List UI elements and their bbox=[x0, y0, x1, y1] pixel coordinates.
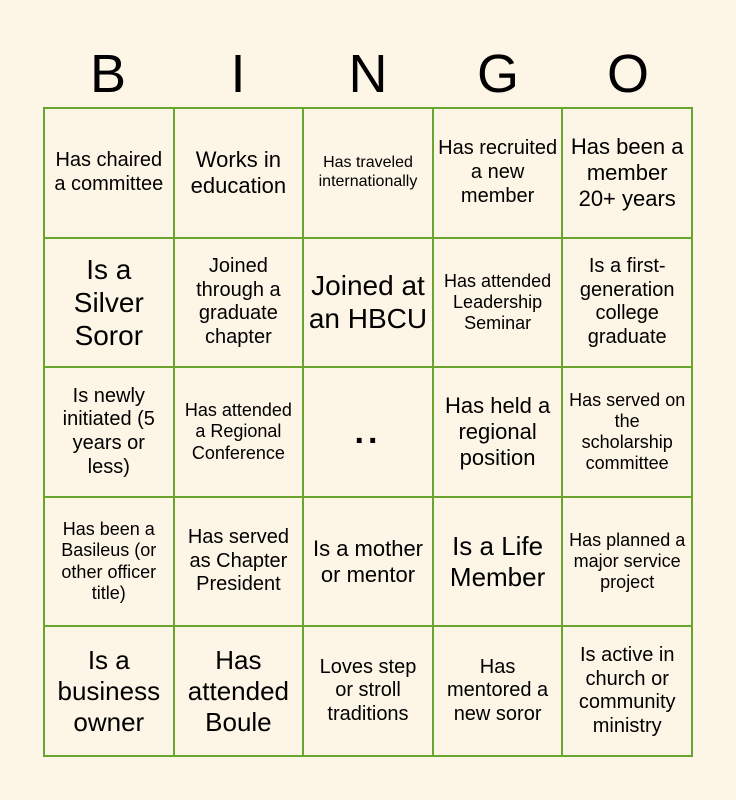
cell-text: Works in education bbox=[190, 146, 287, 198]
cell-text: Has been a member 20+ years bbox=[570, 133, 684, 211]
bingo-cell[interactable] bbox=[563, 239, 693, 369]
cell-text: Is a first-generation college graduate bbox=[579, 255, 675, 348]
free-space-mark: .. bbox=[354, 412, 382, 451]
header-letter-b: B bbox=[89, 44, 127, 104]
cell-text: Is newly initiated (5 years or less) bbox=[62, 384, 155, 478]
cell-text: Is a mother or mentor bbox=[312, 535, 424, 587]
cell-text: Has traveled internationally bbox=[318, 153, 418, 190]
bingo-cell[interactable] bbox=[45, 368, 175, 498]
bingo-cell[interactable] bbox=[563, 368, 693, 498]
bingo-cell[interactable] bbox=[304, 498, 434, 628]
bingo-cell[interactable] bbox=[304, 109, 434, 239]
cell-text: Is active in church or community ministry bbox=[578, 644, 676, 737]
cell-text: Has planned a major service project bbox=[569, 529, 686, 593]
cell-text: Loves step or stroll traditions bbox=[319, 655, 417, 725]
bingo-cell[interactable] bbox=[175, 109, 305, 239]
bingo-cell[interactable] bbox=[45, 627, 175, 757]
bingo-cell[interactable] bbox=[175, 498, 305, 628]
cell-text: Has recruited a new member bbox=[438, 137, 558, 207]
cell-text: Has held a regional position bbox=[445, 393, 551, 470]
header-letter-i: I bbox=[230, 44, 246, 104]
header-letter-g: G bbox=[476, 44, 519, 104]
cell-text: Has served as Chapter President bbox=[187, 526, 289, 596]
bingo-cell[interactable] bbox=[45, 109, 175, 239]
bingo-cell[interactable] bbox=[563, 627, 693, 757]
header-letter-n: N bbox=[348, 44, 388, 104]
bingo-cell[interactable] bbox=[434, 498, 564, 628]
bingo-cell[interactable] bbox=[304, 627, 434, 757]
free-space-cell[interactable] bbox=[304, 368, 434, 498]
bingo-grid bbox=[43, 107, 693, 757]
cell-text: Is a Life Member bbox=[449, 530, 546, 592]
bingo-cell[interactable] bbox=[563, 109, 693, 239]
cell-text: Is a Silver Soror bbox=[73, 253, 144, 351]
cell-text: Has mentored a new soror bbox=[447, 655, 549, 725]
bingo-cell[interactable] bbox=[45, 498, 175, 628]
header-letter-o: O bbox=[606, 44, 649, 104]
bingo-cell[interactable] bbox=[304, 239, 434, 369]
cell-text: Has attended Boule bbox=[187, 645, 289, 737]
bingo-cell[interactable] bbox=[45, 239, 175, 369]
bingo-header bbox=[43, 40, 693, 108]
cell-text: Is a business owner bbox=[57, 645, 161, 737]
cell-text: Joined through a graduate chapter bbox=[196, 255, 281, 348]
bingo-cell[interactable] bbox=[434, 627, 564, 757]
cell-text: Has served on the scholarship committee bbox=[569, 389, 686, 474]
bingo-cell[interactable] bbox=[434, 109, 564, 239]
bingo-cell[interactable] bbox=[175, 239, 305, 369]
bingo-cell[interactable] bbox=[434, 368, 564, 498]
bingo-cell[interactable] bbox=[175, 627, 305, 757]
cell-text: Has been a Basileus (or other officer title) bbox=[61, 519, 157, 603]
bingo-cell[interactable] bbox=[563, 498, 693, 628]
cell-text: Has attended Leadership Seminar bbox=[444, 270, 552, 333]
bingo-cell[interactable] bbox=[175, 368, 305, 498]
cell-text: Has attended a Regional Conference bbox=[184, 400, 292, 463]
cell-text: Joined at an HBCU bbox=[308, 270, 428, 335]
bingo-cell[interactable] bbox=[434, 239, 564, 369]
cell-text: Has chaired a committee bbox=[54, 149, 164, 195]
